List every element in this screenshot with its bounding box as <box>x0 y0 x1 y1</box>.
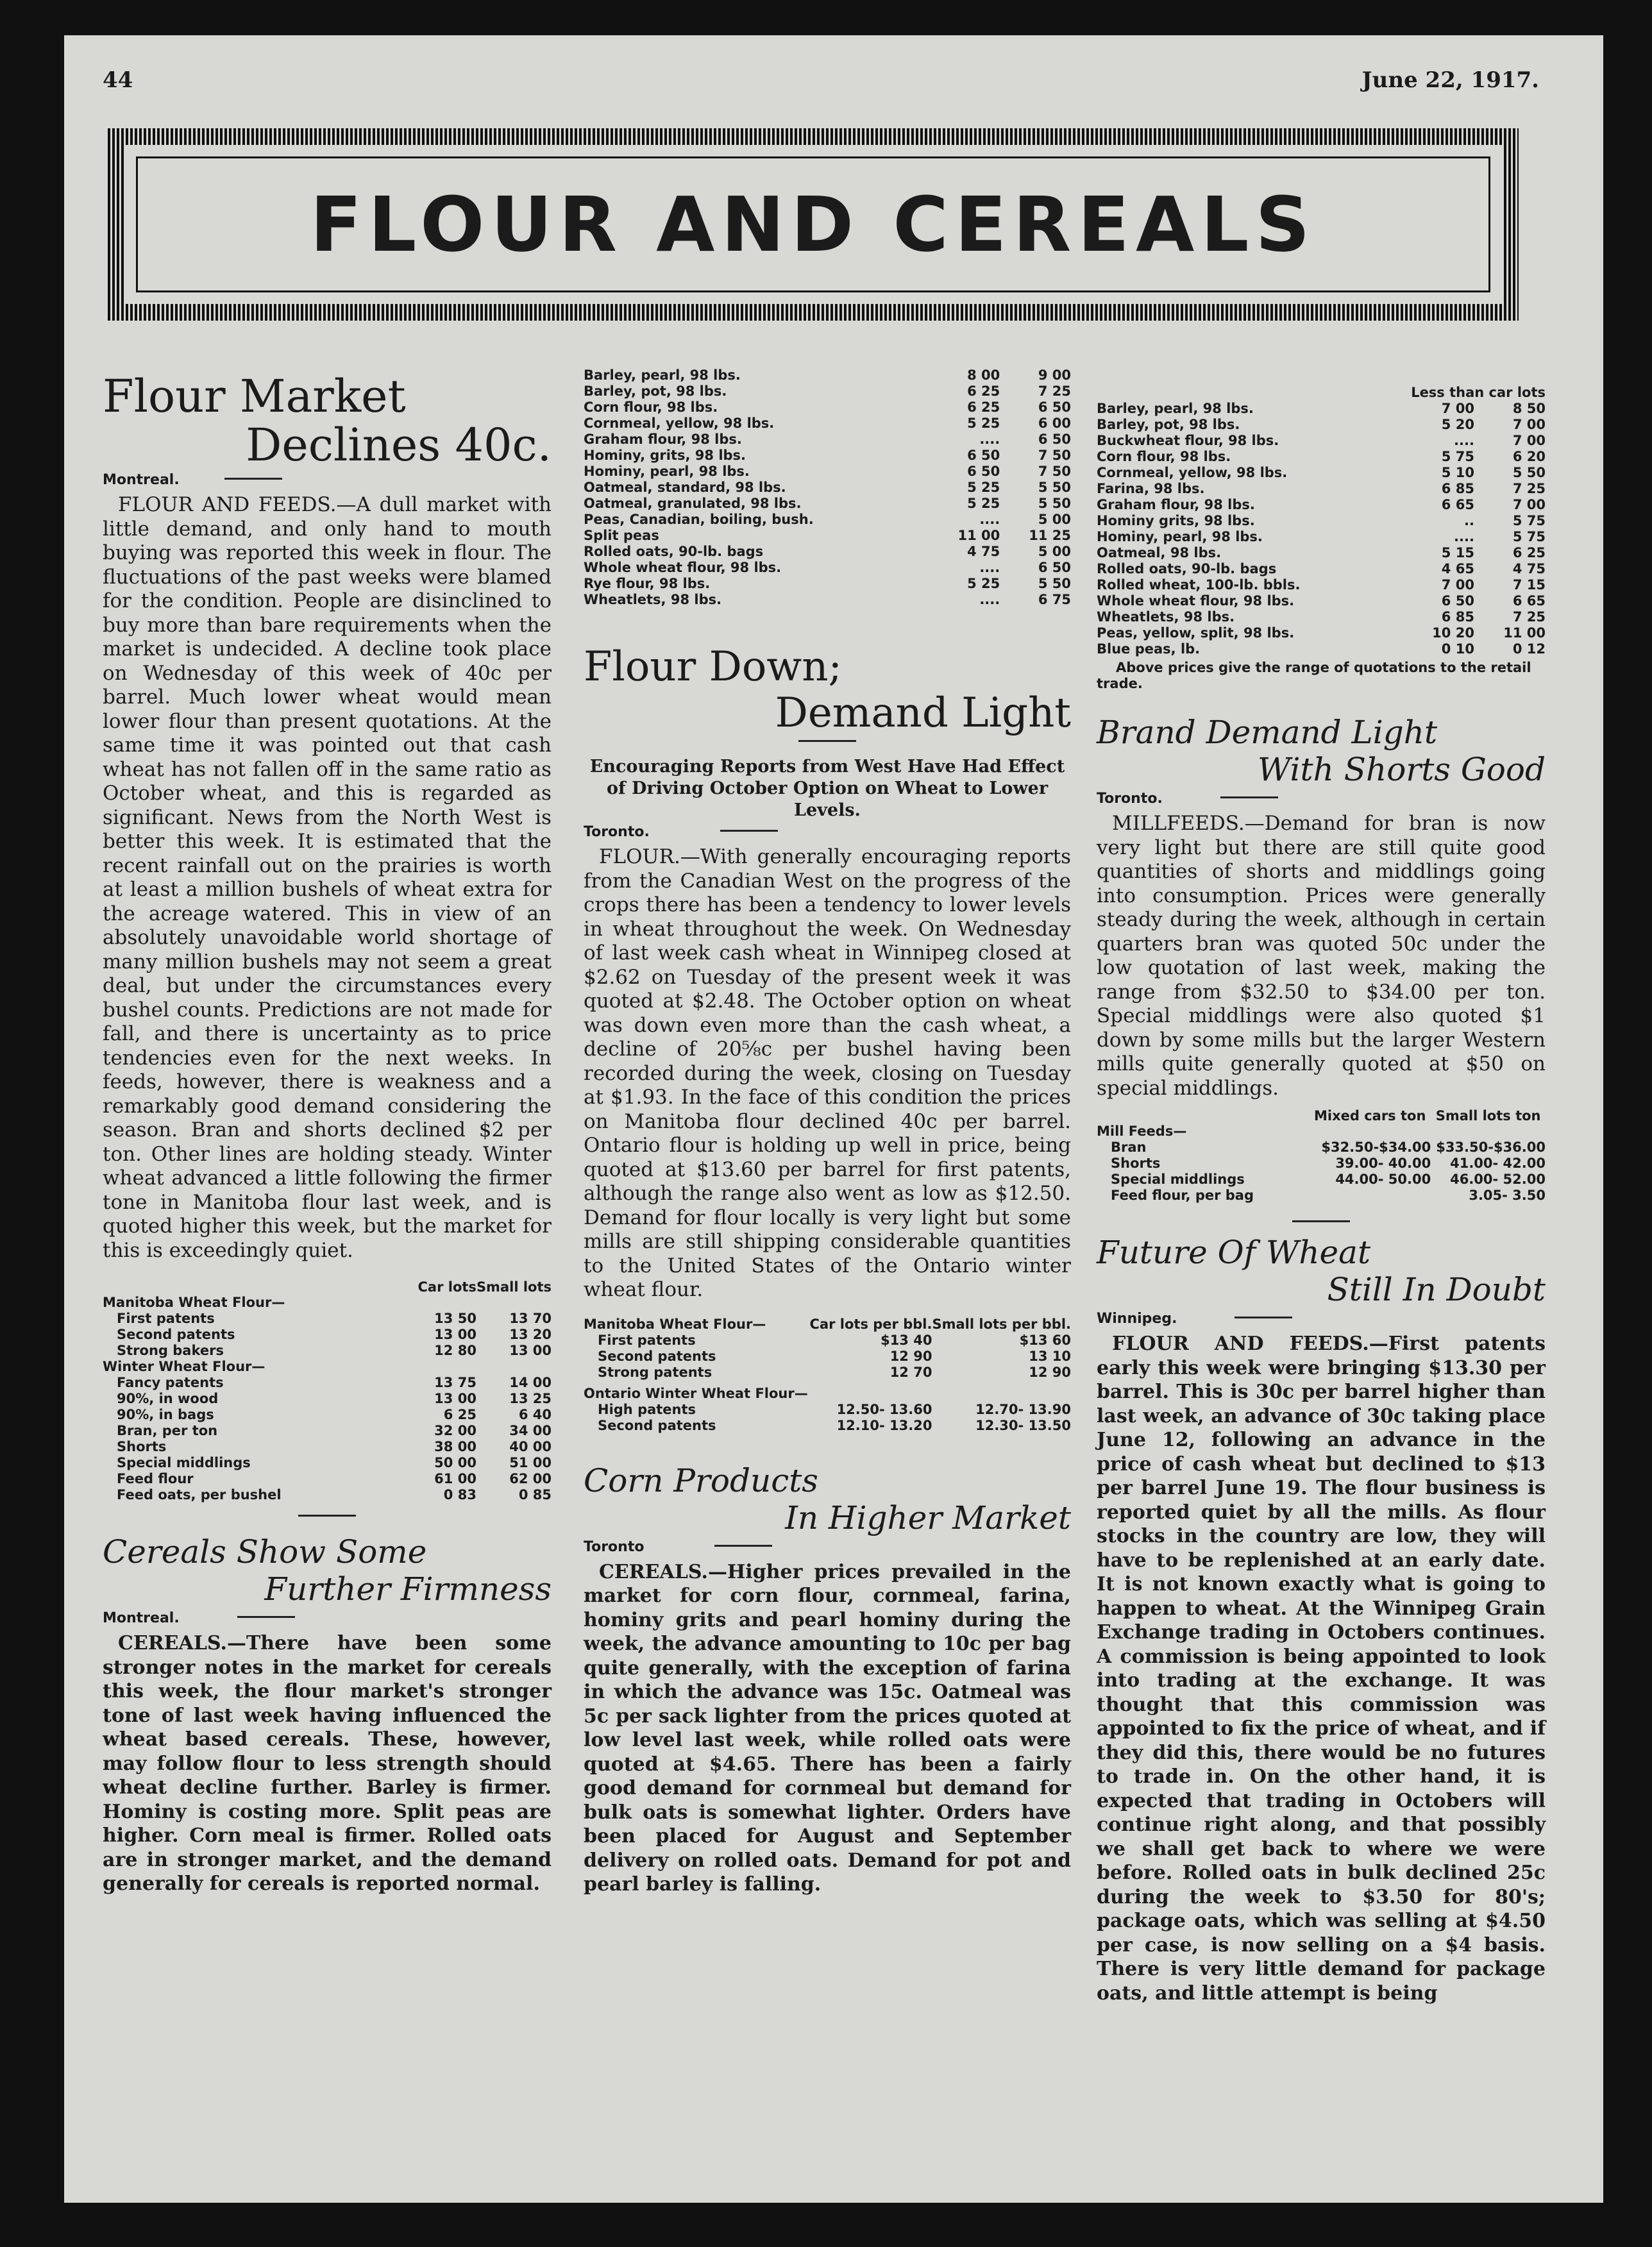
table-row-label: Barley, pearl, 98 lbs. <box>1097 401 1254 416</box>
table-cell-value: 12.30- 13.50 <box>975 1417 1071 1433</box>
table-cell-value: 6 85 <box>1441 481 1474 496</box>
table-row <box>103 1487 552 1503</box>
table-row-label: Feed oats, per bushel <box>117 1487 282 1502</box>
column-3 <box>1097 385 1546 2005</box>
table-row-label: Farina, 98 lbs. <box>1097 481 1205 496</box>
table-row-label: Special middlings <box>1111 1172 1245 1187</box>
column-2 <box>584 367 1071 1897</box>
table-row-label: Peas, Canadian, boiling, bush. <box>584 512 814 527</box>
table-row-label: Oatmeal, 98 lbs. <box>1097 545 1222 560</box>
article-headline <box>103 1533 552 1608</box>
table-cell-value: 12 70 <box>889 1364 932 1380</box>
table-row <box>584 592 1071 608</box>
table-row <box>1097 641 1546 657</box>
table-row-label: Second patents <box>598 1348 716 1364</box>
table-row <box>1097 433 1546 449</box>
headline-line: Flour Market <box>103 370 406 423</box>
table-cell-value: 13 10 <box>1029 1348 1071 1364</box>
table-row-label: Feed flour <box>117 1471 194 1486</box>
table-row <box>103 1375 552 1391</box>
table-cell-value: .... <box>1454 529 1474 544</box>
table-cell-value: 6 50 <box>1038 560 1071 575</box>
table-cell-value: 12.70- 13.90 <box>975 1401 1071 1417</box>
table-row-label: Barley, pearl, 98 lbs. <box>584 367 741 383</box>
table-row <box>1097 465 1546 481</box>
table-row-label: Bran <box>1111 1140 1147 1155</box>
table-cell-value: 11 00 <box>1503 625 1546 641</box>
price-table <box>103 1279 552 1503</box>
table-cell-value: 7 00 <box>1441 577 1474 593</box>
table-row <box>1097 401 1546 417</box>
table-cell-value: 7 50 <box>1038 448 1071 463</box>
table-row <box>103 1391 552 1407</box>
table-note: Above prices give the range of quotations to the retail trade. <box>1097 660 1531 691</box>
table-cell-value: 12 80 <box>434 1343 476 1358</box>
table-row <box>1097 561 1546 577</box>
subheadline: Encouraging Reports from West Have Had Effect of Driving October Option on Wheat to Lower Levels. <box>589 757 1065 820</box>
table-cell-value: 4 65 <box>1441 561 1474 576</box>
table-row <box>584 560 1071 576</box>
table-cell-value: 7 00 <box>1512 417 1546 432</box>
table-cell-value: 5 25 <box>967 480 1000 495</box>
table-cell-value: 5 00 <box>1038 512 1071 527</box>
table-row-label: Feed flour, per bag <box>1111 1188 1254 1203</box>
table-row <box>584 1418 1071 1434</box>
table-row <box>1097 497 1546 513</box>
table-cell-value: 8 00 <box>967 367 1000 383</box>
table-cell-value: 6 25 <box>1512 545 1546 560</box>
table-cell-value: .... <box>1454 433 1474 448</box>
table-row-label: Peas, yellow, split, 98 lbs. <box>1097 625 1295 641</box>
table-cell-value: 5 50 <box>1038 496 1071 511</box>
table-row-label: Wheatlets, 98 lbs. <box>1097 609 1235 625</box>
table-row-label: Strong patents <box>598 1364 712 1380</box>
table-cell-value: 6 50 <box>1038 432 1071 447</box>
table-cell-value: $13 60 <box>1019 1332 1071 1348</box>
table-cell-value: 5 25 <box>967 496 1000 511</box>
table-row-label: Hominy, pearl, 98 lbs. <box>584 464 750 479</box>
issue-date: June 22, 1917. <box>1361 67 1539 93</box>
table-cell-value: 4 75 <box>967 544 1000 559</box>
table-cell-value: 38 00 <box>434 1439 476 1454</box>
table-cell-value: 51 00 <box>509 1455 552 1470</box>
table-cell-value: 7 25 <box>1512 609 1546 625</box>
table-cell-value: 7 00 <box>1512 497 1546 512</box>
table-row-label: 90%, in wood <box>117 1391 219 1406</box>
table-group-label: Manitoba Wheat Flour— <box>103 1295 285 1310</box>
table-row <box>1097 1188 1546 1204</box>
table-cell-value: 5 20 <box>1441 417 1474 432</box>
table-cell-value: 7 25 <box>1038 383 1071 399</box>
table-row-label: Second patents <box>117 1327 235 1342</box>
table-row <box>103 1407 552 1423</box>
headline-line: Declines 40c. <box>246 419 552 471</box>
table-row <box>584 464 1071 480</box>
table-row <box>103 1471 552 1487</box>
table-row <box>584 400 1071 416</box>
article-body: CEREALS.—There have been some stronger notes in the market for cereals this week, the flour market's stronger tone of last week having influenced the wheat based cereals. These, however, may follow flour to less strength should wheat decline further. Barley is firmer. Hominy is costing more. Split peas are higher. Corn meal is firmer. Rolled oats are in stronger market, and the demand generally for cereals is reported normal. <box>103 1632 552 1895</box>
table-cell-value: 6 25 <box>967 383 1000 399</box>
table-cell-value: 5 75 <box>1512 513 1546 528</box>
table-row-label: Shorts <box>1111 1156 1161 1171</box>
table-row <box>584 512 1071 528</box>
divider <box>1235 1317 1292 1318</box>
table-row <box>1097 513 1546 529</box>
table-cell-value: 11 25 <box>1029 528 1071 543</box>
price-table <box>1097 385 1546 657</box>
dateline: Montreal. <box>103 1610 180 1626</box>
article-headline <box>1097 1234 1546 1308</box>
table-row-label: Hominy, pearl, 98 lbs. <box>1097 529 1263 544</box>
headline-line: Cereals Show Some <box>103 1533 427 1570</box>
table-cell-value: 39.00- 40.00 <box>1335 1156 1431 1171</box>
table-cell-value: 5 50 <box>1038 576 1071 591</box>
headline-line: Further Firmness <box>264 1570 552 1608</box>
table-cell-value: 5 25 <box>967 576 1000 591</box>
table-row <box>103 1343 552 1359</box>
divider <box>298 1515 356 1517</box>
table-cell-value: 13 00 <box>434 1327 476 1342</box>
table-row-label: Rolled oats, 90-lb. bags <box>584 544 764 559</box>
table-cell-value: 5 10 <box>1441 465 1474 480</box>
table-row <box>584 1365 1071 1381</box>
table-row-label: Oatmeal, standard, 98 lbs. <box>584 480 786 495</box>
table-cell-value: $32.50-$34.00 <box>1321 1140 1431 1155</box>
table-cell-value: 9 00 <box>1038 367 1071 383</box>
table-row-label: Cornmeal, yellow, 98 lbs. <box>1097 465 1288 480</box>
table-row <box>1097 529 1546 545</box>
table-row-label: High patents <box>598 1401 696 1417</box>
table-row <box>1097 1156 1546 1172</box>
divider <box>237 1616 295 1618</box>
table-row <box>103 1439 552 1455</box>
table-row <box>1097 449 1546 465</box>
article-body: FLOUR AND FEEDS.—A dull market with little demand, and only hand to mouth buying was reported this week in flour. The fluctuations of the past weeks were blamed for the condition. People are disinclined to buy more than bare requirements when the market is undecided. A decline took place on Wednesday of this week of 40c per barrel. Much lower wheat would mean lower flour than present quotations. At the same time it was pointed out that cash wheat has not fallen off in the same ratio as October wheat, and this is regarded as significant. News from the North West is better this week. It is estimated that the recent rainfall out on the prairies is worth at least a million bushels of wheat extra for the acreage watered. This in view of an absolutely unavoidable world shortage of many million bushels may not seem a great deal, but under the circumstances every bushel counts. Predictions are not made for fall, and there is uncertainty as to price tendencies even for the next weeks. In feeds, however, there is weakness and a remarkably good demand considering the season. Bran and shorts declined $2 per ton. Other lines are holding steady. Winter wheat advanced a little following the firmer tone in Manitoba flour last week, and is quoted higher this week, but the market for this is exceedingly quiet. <box>103 493 552 1262</box>
article-headline <box>1097 714 1546 788</box>
table-row <box>103 1327 552 1343</box>
table-row <box>584 1349 1071 1365</box>
table-cell-value: 5 15 <box>1441 545 1474 560</box>
table-cell-value: 8 50 <box>1512 401 1546 416</box>
table-cell-value: 6 50 <box>1441 593 1474 609</box>
page-number: 44 <box>103 67 133 93</box>
table-row-label: Graham flour, 98 lbs. <box>1097 497 1255 512</box>
table-row-label: Hominy grits, 98 lbs. <box>1097 513 1255 528</box>
table-row-label: Bran, per ton <box>117 1423 218 1438</box>
table-cell-value: 6 40 <box>518 1407 552 1422</box>
table-cell-value: 5 50 <box>1512 465 1546 480</box>
table-row <box>584 432 1071 448</box>
table-row <box>1097 1172 1546 1188</box>
table-cell-value: 6 65 <box>1441 497 1474 512</box>
table-row <box>103 1455 552 1471</box>
table-cell-value: 7 25 <box>1512 481 1546 496</box>
table-row <box>584 383 1071 400</box>
table-cell-value: 5 25 <box>967 416 1000 431</box>
table-cell-value: $33.50-$36.00 <box>1436 1140 1546 1155</box>
table-cell-value: 6 50 <box>967 464 1000 479</box>
table-cell-value: 50 00 <box>434 1455 476 1470</box>
table-row <box>584 544 1071 560</box>
headline-line: Flour Down; <box>584 643 842 691</box>
table-row-label: Strong bakers <box>117 1343 224 1358</box>
table-group-label: Mill Feeds— <box>1097 1124 1187 1139</box>
table-cell-value: 5 75 <box>1441 449 1474 464</box>
table-cell-value: 6 25 <box>443 1407 476 1422</box>
article-headline <box>584 1462 1071 1536</box>
table-row-label: Buckwheat flour, 98 lbs. <box>1097 433 1279 448</box>
table-cell-value: 4 75 <box>1512 561 1546 576</box>
table-row-label: Rolled oats, 90-lb. bags <box>1097 561 1277 576</box>
table-cell-value: 6 65 <box>1512 593 1546 609</box>
table-cell-value: 10 20 <box>1432 625 1474 641</box>
table-row-label: Rye flour, 98 lbs. <box>584 576 711 591</box>
table-cell-value: 12.10- 13.20 <box>836 1417 932 1433</box>
table-cell-value: 6 50 <box>1038 400 1071 415</box>
column-1 <box>103 372 552 1896</box>
table-cell-value: .. <box>1463 513 1474 528</box>
dateline: Winnipeg. <box>1097 1311 1177 1327</box>
table-cell-value: 5 75 <box>1512 529 1546 544</box>
table-row-label: Barley, pot, 98 lbs. <box>584 383 727 399</box>
divider <box>720 830 778 832</box>
table-cell-value: 13 50 <box>434 1311 476 1326</box>
table-row-label: Barley, pot, 98 lbs. <box>1097 417 1240 432</box>
table-row <box>1097 1140 1546 1156</box>
table-cell-value: 5 00 <box>1038 544 1071 559</box>
table-row-label: 90%, in bags <box>117 1407 214 1422</box>
table-row-label: Corn flour, 98 lbs. <box>1097 449 1231 464</box>
table-cell-value: 14 00 <box>509 1375 552 1390</box>
column-header: Small lots ton <box>1435 1108 1541 1124</box>
headline-line: Still In Doubt <box>1327 1271 1546 1308</box>
table-cell-value: 5 50 <box>1038 480 1071 495</box>
table-cell-value: 7 50 <box>1038 464 1071 479</box>
table-cell-value: 40 00 <box>509 1439 552 1454</box>
article-body: FLOUR AND FEEDS.—First patents early this week were bringing $13.30 per barrel. This is 30c per barrel higher than last week, an advance of 30c taking place June 12, following an advance in the price of cash wheat but declined to $13 per barrel June 19. The flour business is reported quiet by all the mills. As flour stocks in the country are low, they will have to be replenished at an early date. It is not known exactly what is going to happen to wheat. At the Winnipeg Grain Exchange trading in Octobers continues. A commission is being appointed to look into trading at the exchange. It was thought that this commission was appointed to fix the price of wheat, and if they did this, there would be no futures to trade in. On the other hand, it is expected that trading in Octobers will continue right along, and that possibly we shall get back to where we were before. Rolled oats in bulk declined 25c during the week to $3.50 for 80's; package oats, which was selling at $4.50 per case, is now selling on a $4 basis. There is very little demand for package oats, and little attempt is being <box>1097 1333 1546 2005</box>
table-cell-value: .... <box>979 592 1000 607</box>
table-cell-value: 12 90 <box>889 1348 932 1364</box>
column-header: Mixed cars ton <box>1313 1108 1426 1124</box>
table-cell-value: 61 00 <box>434 1471 476 1486</box>
table-row <box>584 416 1071 432</box>
table-cell-value: 0 83 <box>443 1487 476 1502</box>
table-row-label: Second patents <box>598 1417 716 1433</box>
table-row-label: Whole wheat flour, 98 lbs. <box>1097 593 1295 609</box>
table-row-label: Rolled wheat, 100-lb. bbls. <box>1097 577 1301 593</box>
table-cell-value: 3.05- 3.50 <box>1469 1188 1546 1203</box>
headline-line: Future Of Wheat <box>1097 1234 1371 1271</box>
table-row-label: Blue peas, lb. <box>1097 641 1201 657</box>
price-table <box>1097 1108 1546 1204</box>
headline-line: With Shorts Good <box>1258 751 1546 788</box>
table-cell-value <box>1309 1188 1431 1204</box>
table-cell-value: 12 90 <box>1029 1364 1071 1380</box>
dateline: Toronto <box>584 1538 645 1555</box>
column-header: Small lots per bbl. <box>932 1317 1071 1332</box>
table-cell-value: 7 15 <box>1512 577 1546 593</box>
table-cell-value: 11 00 <box>957 528 1000 543</box>
table-row-label: Graham flour, 98 lbs. <box>584 432 742 447</box>
table-row <box>103 1423 552 1439</box>
table-row-label: Whole wheat flour, 98 lbs. <box>584 560 782 575</box>
column-header: Car lots <box>417 1279 476 1295</box>
table-cell-value: 6 25 <box>967 400 1000 415</box>
table-cell-value: 13 20 <box>509 1327 552 1342</box>
newspaper-page <box>64 35 1603 2203</box>
table-row <box>584 1402 1071 1418</box>
headline-line: Demand Light <box>775 689 1071 737</box>
table-row <box>584 448 1071 464</box>
table-cell-value: $13 40 <box>881 1332 932 1348</box>
table-cell-value: 13 70 <box>509 1311 552 1326</box>
table-row <box>584 496 1071 512</box>
table-row <box>584 1333 1071 1349</box>
table-row <box>584 367 1071 383</box>
headline-line: In Higher Market <box>785 1499 1071 1536</box>
table-row-label: Fancy patents <box>117 1375 224 1390</box>
divider <box>798 740 856 742</box>
table-cell-value: 34 00 <box>509 1423 552 1438</box>
table-row-label: First patents <box>598 1332 696 1348</box>
price-table <box>584 367 1071 608</box>
table-cell-value: .... <box>979 432 1000 447</box>
table-row <box>1097 417 1546 433</box>
table-row <box>1097 577 1546 593</box>
column-header: Small lots <box>476 1279 552 1295</box>
table-row <box>584 528 1071 544</box>
table-cell-value: 0 10 <box>1441 641 1474 657</box>
table-cell-value: 7 00 <box>1441 401 1474 416</box>
table-group-label: Ontario Winter Wheat Flour— <box>584 1385 808 1401</box>
table-row <box>103 1311 552 1327</box>
table-row <box>1097 609 1546 625</box>
table-group-label: Manitoba Wheat Flour— <box>584 1316 766 1332</box>
table-cell-value: 6 20 <box>1512 449 1546 464</box>
price-table <box>584 1317 1071 1434</box>
table-row-label: Split peas <box>584 528 659 543</box>
table-row <box>584 480 1071 496</box>
article-headline <box>103 372 552 469</box>
table-cell-value: 13 25 <box>509 1391 552 1406</box>
table-cell-value: 12.50- 13.60 <box>836 1401 932 1417</box>
table-cell-value: 44.00- 50.00 <box>1335 1172 1431 1187</box>
divider <box>224 478 282 480</box>
section-banner <box>108 128 1519 321</box>
column-header: Car lots per bbl. <box>809 1317 932 1332</box>
table-row-label: First patents <box>117 1311 215 1326</box>
table-cell-value: 13 75 <box>434 1375 476 1390</box>
table-cell-value: 6 00 <box>1038 416 1071 431</box>
table-cell-value: 41.00- 42.00 <box>1450 1156 1546 1171</box>
table-row <box>1097 481 1546 497</box>
table-row <box>1097 593 1546 609</box>
table-cell-value: 7 00 <box>1512 433 1546 448</box>
table-cell-value: 6 85 <box>1441 609 1474 625</box>
table-row <box>1097 545 1546 561</box>
table-cell-value: 13 00 <box>509 1343 552 1358</box>
table-row-label: Corn flour, 98 lbs. <box>584 400 718 415</box>
table-cell-value: 6 50 <box>967 448 1000 463</box>
table-row-label: Hominy, grits, 98 lbs. <box>584 448 746 463</box>
headline-line: Corn Products <box>584 1461 818 1499</box>
section-title: FLOUR AND CEREALS <box>310 180 1317 269</box>
table-row <box>584 576 1071 592</box>
divider <box>714 1545 772 1547</box>
headline-line: Brand Demand Light <box>1097 714 1438 751</box>
table-group-label: Winter Wheat Flour— <box>103 1359 266 1374</box>
article-body: MILLFEEDS.—Demand for bran is now very light but there are still quite good quantities of shorts and middlings going into consumption. Prices were generally steady during the week, although in certain quarters bran was quoted 50c under the low quotation of last week, making the range from $32.50 to $34.00 per ton. Special middlings were also quoted $1 down by some mills but the larger Western mills quite generally quoted at $50 on special middlings. <box>1097 812 1546 1100</box>
table-cell-value: 32 00 <box>434 1423 476 1438</box>
divider <box>1220 796 1278 798</box>
article-headline <box>584 644 1071 736</box>
dateline: Montreal. <box>103 472 180 488</box>
dateline: Toronto. <box>584 824 650 840</box>
table-row-label: Oatmeal, granulated, 98 lbs. <box>584 496 802 511</box>
table-row-label: Wheatlets, 98 lbs. <box>584 592 722 607</box>
table-row <box>1097 625 1546 641</box>
table-row-label: Shorts <box>117 1439 167 1454</box>
table-cell-value: 62 00 <box>509 1471 552 1486</box>
column-header: Less than car lots <box>1411 385 1546 400</box>
table-cell-value: 6 75 <box>1038 592 1071 607</box>
dateline: Toronto. <box>1097 791 1163 807</box>
table-row-label: Special middlings <box>117 1455 251 1470</box>
table-cell-value: 0 12 <box>1512 641 1546 657</box>
article-body: CEREALS.—Higher prices prevailed in the market for corn flour, cornmeal, farina, hominy grits and pearl hominy during the week, the advance amounting to 10c per bag quite generally, with the exception of farina in which the advance was 15c. Oatmeal was 5c per sack lighter from the prices quoted at low level last week, while rolled oats were quoted at $4.65. There has been a fairly good demand for cornmeal but demand for bulk oats is somewhat lighter. Orders have been placed for August and September delivery on rolled oats. Demand for pot and pearl barley is falling. <box>584 1560 1071 1896</box>
table-cell-value: .... <box>979 560 1000 575</box>
table-cell-value: 0 85 <box>518 1487 552 1502</box>
table-cell-value: 13 00 <box>434 1391 476 1406</box>
table-row-label: Cornmeal, yellow, 98 lbs. <box>584 416 775 431</box>
article-body: FLOUR.—With generally encouraging reports from the Canadian West on the progress of the crops there has been a tendency to lower levels in wheat throughout the week. On Wednesday of last week cash wheat in Winnipeg closed at $2.62 on Tuesday of the present week it was quoted at $2.48. The October option on wheat was down even more than the cash wheat, a decline of 20⅝c per bushel having been recorded during the week, closing on Tuesday at $1.93. In the face of this condition the prices on Manitoba flour declined 40c per barrel. Ontario flour is holding up well in price, being quoted at $13.60 per barrel for first patents, although the range also went as low as $12.50. Demand for flour locally is very light but some mills are still shipping considerable quantities to the United States of the Ontario winter wheat flour. <box>584 845 1071 1301</box>
table-cell-value: 46.00- 52.00 <box>1450 1172 1546 1187</box>
table-cell-value: .... <box>979 512 1000 527</box>
divider <box>1292 1220 1350 1222</box>
